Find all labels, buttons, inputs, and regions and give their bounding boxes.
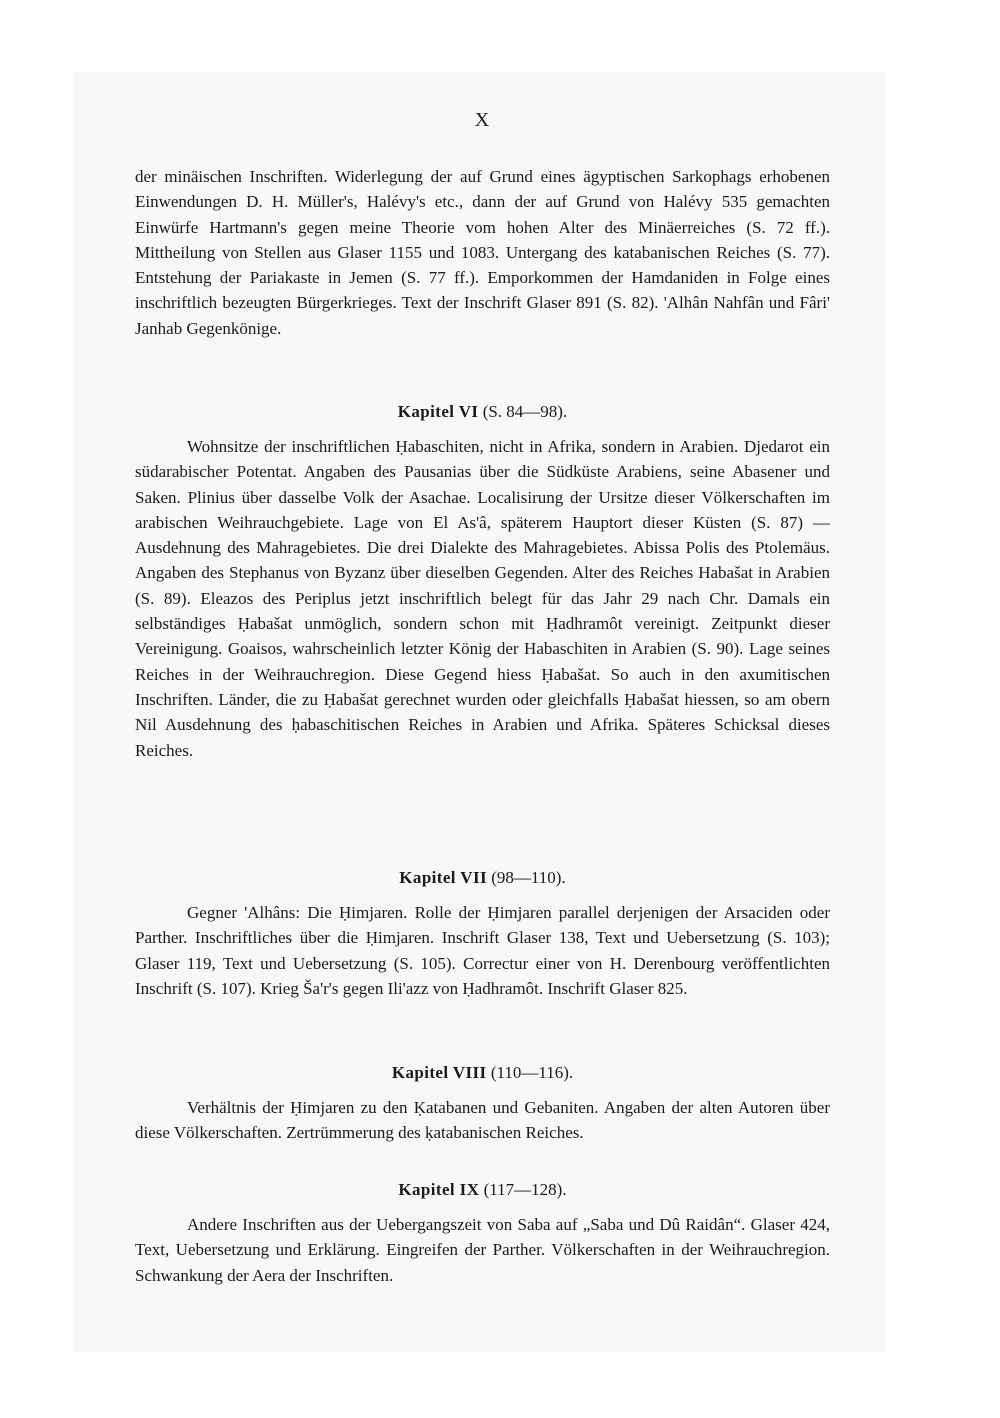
chapter-heading-ix (135, 1178, 830, 1202)
chapter-title: Kapitel IX (398, 1180, 480, 1199)
paragraph-chapter-v-continuation: der minäischen Inschriften. Widerlegung der auf Grund eines ägyptischen Sarkophags erhobenen Einwendungen D. H. Müller's, Halévy's etc., dann der auf Grund von Halévy 535 gemachten Einwürfe Hartmann's gegen meine Theorie vom hohen Alter des Minäerreiches (S. 72 ff.). Mittheilung von Stellen aus Glaser 1155 und 1083. Untergang des katabanischen Reiches (S. 77). Entstehung der Pariakaste in Jemen (S. 77 ff.). Emporkommen der Hamdaniden in Folge eines inschriftlich bezeugten Bürgerkrieges. Text der Inschrift Glaser 891 (S. 82). 'Alhân Nahfân und Fâri' Janhab Gegenkönige. (135, 167, 830, 338)
chapter-heading-vi (135, 400, 830, 424)
chapter-page-range: (117—128). (483, 1180, 567, 1199)
chapter-title: Kapitel VII (399, 868, 487, 887)
paragraph-chapter-vi: Wohnsitze der inschriftlichen Ḥabaschiten, nicht in Afrika, sondern in Arabien. Djedarot ein südarabischer Potentat. Angaben des Pausanias über die Südküste Arabiens, seine Abasener und Saken. Plinius über dasselbe Volk der Asachae. Localisirung der Ursitze dieser Völkerschaften im arabischen Weihrauchgebiete. Lage von El As'â, späterem Hauptort dieser Küsten (S. 87) — Ausdehnung des Mahragebietes. Die drei Dialekte des Mahragebietes. Abissa Polis des Ptolemäus. Angaben des Stephanus von Byzanz über dieselben Gegenden. Alter des Reiches Habašat in Arabien (S. 89). Eleazos des Periplus jetzt inschriftlich belegt für das Jahr 29 nach Chr. Damals ein selbständiges Ḥabašat unmöglich, sondern schon mit Ḥadhramôt vereinigt. Zeitpunkt dieser Vereinigung. Goaisos, wahrscheinlich letzter König der Habaschiten in Arabien (S. 90). Lage seines Reiches in der Weihrauchregion. Diese Gegend hiess Ḥabašat. So auch in den axumitischen Inschriften. Länder, die zu Ḥabašat gerechnet wurden oder gleichfalls Ḥabašat hiessen, so am obern Nil Ausdehnung des ḥabaschitischen Reiches in Arabien und Afrika. Späteres Schicksal dieses Reiches. (135, 437, 830, 760)
paragraph-chapter-ix: Andere Inschriften aus der Uebergangszeit von Saba auf „Saba und Dû Raidân“. Glaser 424, Text, Uebersetzung und Erklärung. Eingreifen der Parther. Völkerschaften in der Weihrauchregion. Schwankung der Aera der Inschriften. (135, 1215, 830, 1285)
chapter-heading-viii (135, 1061, 830, 1085)
page-number: X (474, 109, 491, 131)
chapter-page-range: (98—110). (491, 868, 566, 887)
paragraph-chapter-viii: Verhältnis der Ḥimjaren zu den Ḳatabanen und Gebaniten. Angaben der alten Autoren über diese Völkerschaften. Zertrümmerung des ḳatabanischen Reiches. (135, 1098, 830, 1143)
paragraph-chapter-vii: Gegner 'Alhâns: Die Ḥimjaren. Rolle der Ḥimjaren parallel derjenigen der Arsaciden oder Parther. Inschriftliches über die Ḥimjaren. Inschrift Glaser 138, Text und Uebersetzung (S. 103); Glaser 119, Text und Uebersetzung (S. 105). Correctur einer von H. Derenbourg veröffentlichten Inschrift (S. 107). Krieg Ša'r's gegen Ili'azz von Ḥadhramôt. Inschrift Glaser 825. (135, 903, 830, 998)
chapter-page-range: (110—116). (490, 1063, 574, 1082)
chapter-page-range: (S. 84—98). (482, 402, 568, 421)
chapter-title: Kapitel VIII (391, 1063, 487, 1082)
chapter-heading-vii (135, 866, 830, 890)
chapter-title: Kapitel VI (397, 402, 479, 421)
